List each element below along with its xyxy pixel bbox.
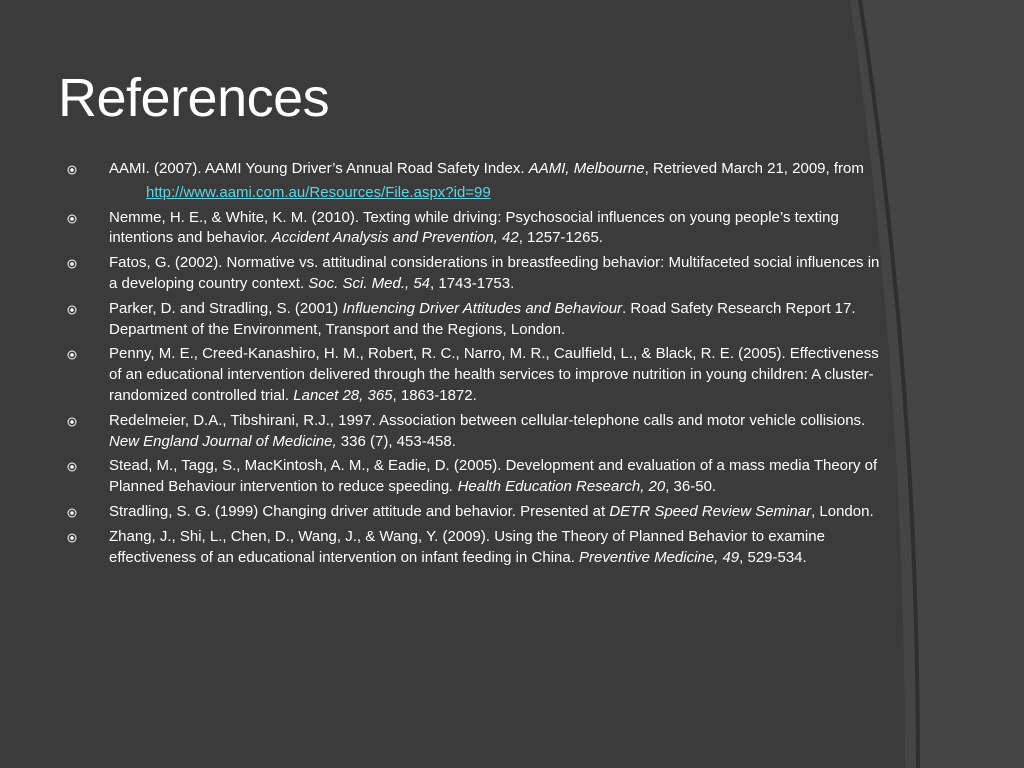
reference-details: 336 (7), 453-458. [336,432,456,450]
reference-text: Stead, M., Tagg, S., MacKintosh, A. M., & Eadie, D. (2005). Development and evaluation of a mass media Theory of Planned Behaviour intervention to reduce speeding [109,457,878,496]
reference-source: . Health Education Research, 20 [449,478,666,496]
reference-link[interactable]: http://www.aami.com.au/Resources/File.aspx?id=99 [146,183,491,201]
reference-details: , 36-50. [665,478,717,496]
reference-item [66,456,886,498]
reference-text: Nemme, H. E., & White, K. M. (2010). Texting while driving: Psychosocial influences on young people’s texting intentions and behavior. [109,208,839,247]
circle-dot-bullet-icon [67,462,77,472]
reference-text: Redelmeier, D.A., Tibshirani, R.J., 1997. Association between cellular-telephone calls and motor vehicle collisions. [109,411,866,429]
reference-item [66,299,886,341]
reference-list [66,159,886,572]
reference-source: Lancet 28, 365 [293,386,393,404]
circle-dot-bullet-icon [67,508,77,518]
reference-source: Soc. Sci. Med., 54 [308,274,431,292]
reference-source: Influencing Driver Attitudes and Behaviour [342,299,623,317]
reference-source: DETR Speed Review Seminar [609,502,812,520]
reference-text: Parker, D. and Stradling, S. (2001) [109,299,343,317]
reference-source: Accident Analysis and Prevention, 42 [271,229,519,247]
circle-dot-bullet-icon [67,305,77,315]
circle-dot-bullet-icon [67,350,77,360]
reference-details: , 1743-1753. [430,274,515,292]
reference-item [66,344,886,406]
reference-details: , 1257-1265. [518,229,603,247]
reference-details: . Road Safety Research Report 17. Department of the Environment, Transport and the Regions, London. [109,299,856,338]
reference-text: Penny, M. E., Creed-Kanashiro, H. M., Robert, R. C., Narro, M. R., Caulfield, L., & Black, R. E. (2005). Effectiveness of an educational intervention delivered through the health services to improve nutrition in young children: A cluster-randomized controlled trial. [109,345,879,404]
reference-source: New England Journal of Medicine, [109,432,337,450]
circle-dot-bullet-icon [67,165,77,175]
circle-dot-bullet-icon [67,259,77,269]
reference-item [66,411,886,453]
reference-text: Fatos, G. (2002). Normative vs. attitudinal considerations in breastfeeding behavior: Multifaceted social influences in a developing country context. [109,254,880,292]
circle-dot-bullet-icon [67,214,77,224]
reference-item [66,502,886,523]
circle-dot-bullet-icon [67,417,77,427]
reference-item [66,253,886,295]
reference-text: AAMI. (2007). AAMI Young Driver’s Annual Road Safety Index. [109,160,529,177]
reference-details: , 529-534. [739,548,807,566]
reference-details: , London. [811,502,874,520]
reference-details: , Retrieved March 21, 2009, from [644,160,864,177]
reference-item [66,527,886,569]
reference-source: AAMI, Melbourne [528,160,645,177]
reference-text: Stradling, S. G. (1999) Changing driver attitude and behavior. Presented at [109,502,610,520]
circle-dot-bullet-icon [67,533,77,543]
reference-text: Zhang, J., Shi, L., Chen, D., Wang, J., & Wang, Y. (2009). Using the Theory of Planned Behavior to examine effectiveness of an educational intervention on infant feeding in China. [109,527,825,566]
reference-details: , 1863-1872. [392,386,477,404]
reference-source: Preventive Medicine, 49 [579,548,740,566]
reference-item [66,159,886,204]
slide-title: References [58,68,330,128]
reference-item [66,208,886,250]
